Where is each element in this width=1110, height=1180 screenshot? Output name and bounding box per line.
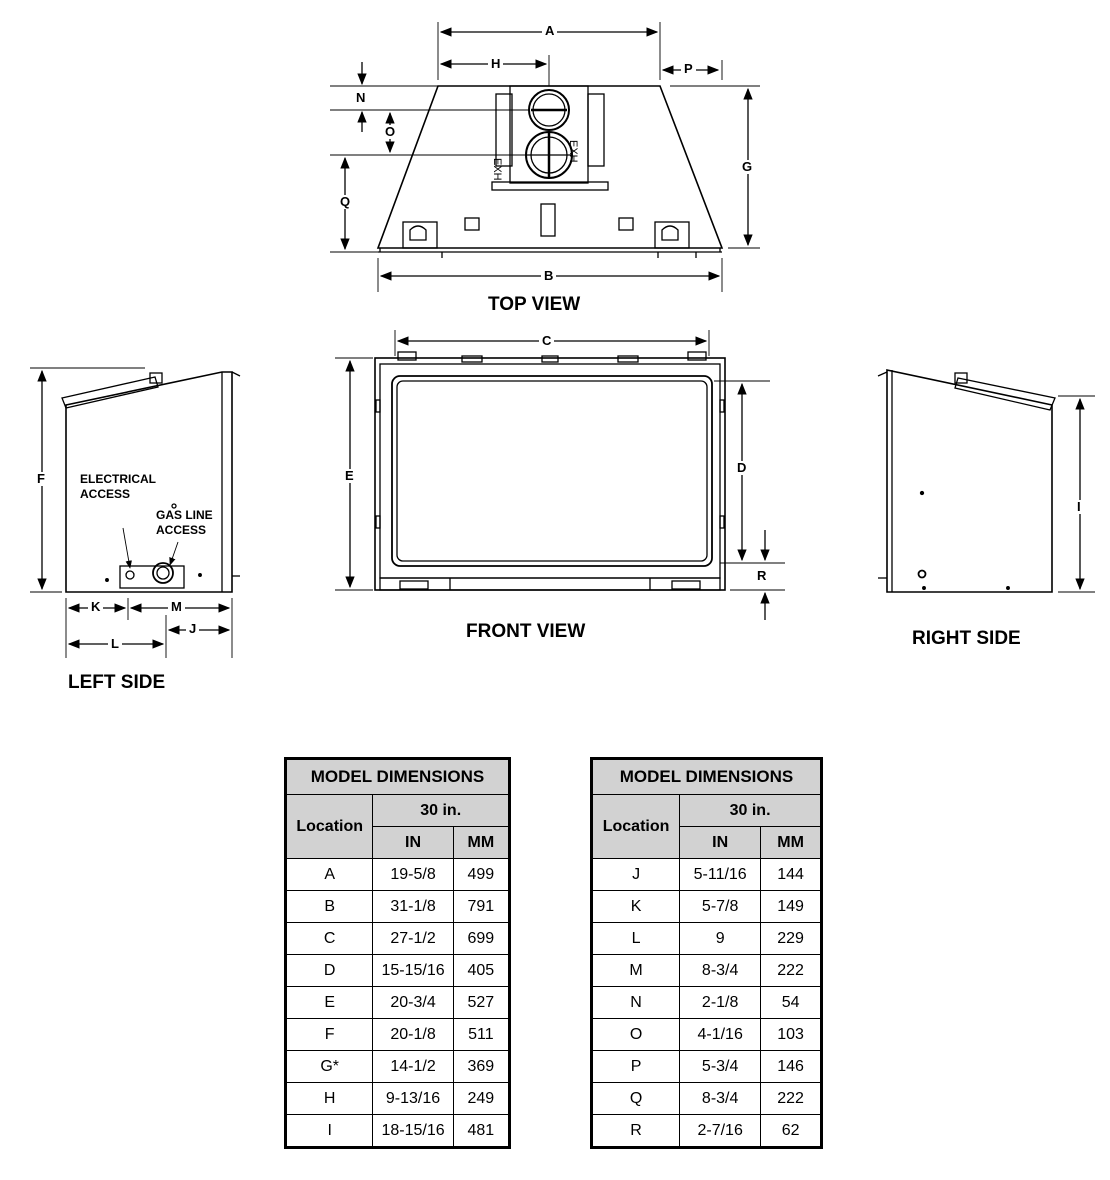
mm-cell: 146	[761, 1051, 822, 1083]
location-cell: C	[286, 923, 373, 955]
dim-label-f: F	[34, 472, 48, 486]
mm-cell: 511	[453, 1019, 509, 1051]
mm-cell: 54	[761, 987, 822, 1019]
model-dimensions-table-1	[284, 757, 511, 1149]
dim-label-j: J	[186, 622, 199, 636]
inches-cell: 5-11/16	[680, 859, 761, 891]
table-row	[286, 955, 510, 987]
table-row	[592, 1083, 822, 1115]
mm-header: MM	[453, 827, 509, 859]
mm-header: MM	[761, 827, 822, 859]
mm-cell: 103	[761, 1019, 822, 1051]
inches-cell: 20-1/8	[373, 1019, 453, 1051]
dim-label-a: A	[542, 24, 557, 38]
exh-label-left: EXH	[491, 158, 503, 181]
dim-label-r: R	[754, 569, 769, 583]
location-cell: G*	[286, 1051, 373, 1083]
dim-label-o: O	[382, 125, 398, 139]
gas-line-access-note: GAS LINE ACCESS	[156, 508, 213, 537]
dim-label-n: N	[353, 91, 368, 105]
table-title: MODEL DIMENSIONS	[286, 759, 510, 795]
location-cell: N	[592, 987, 680, 1019]
table-row	[286, 891, 510, 923]
front-view-outline	[375, 352, 725, 590]
table-row	[286, 1115, 510, 1148]
inches-cell: 8-3/4	[680, 955, 761, 987]
mm-cell: 481	[453, 1115, 509, 1148]
size-group-header: 30 in.	[373, 795, 510, 827]
inches-cell: 2-7/16	[680, 1115, 761, 1148]
mm-cell: 405	[453, 955, 509, 987]
front-view-dimensions	[335, 330, 785, 620]
table-row	[592, 923, 822, 955]
location-header: Location	[286, 795, 373, 859]
inches-cell: 2-1/8	[680, 987, 761, 1019]
top-view-outline	[378, 86, 722, 258]
mm-cell: 699	[453, 923, 509, 955]
location-cell: H	[286, 1083, 373, 1115]
mm-cell: 222	[761, 1083, 822, 1115]
table-row	[592, 1115, 822, 1148]
front-view-title: FRONT VIEW	[466, 621, 586, 642]
in-header: IN	[680, 827, 761, 859]
table-row	[592, 1051, 822, 1083]
table-row	[286, 987, 510, 1019]
inches-cell: 4-1/16	[680, 1019, 761, 1051]
table-row	[286, 1051, 510, 1083]
location-cell: M	[592, 955, 680, 987]
electrical-access-note: ELECTRICAL ACCESS	[80, 472, 156, 501]
dim-label-p: P	[681, 62, 696, 76]
table-row	[592, 891, 822, 923]
mm-cell: 62	[761, 1115, 822, 1148]
location-cell: D	[286, 955, 373, 987]
dim-label-q: Q	[337, 195, 353, 209]
inches-cell: 9-13/16	[373, 1083, 453, 1115]
right-side-dimensions	[1058, 396, 1095, 592]
location-cell: R	[592, 1115, 680, 1148]
location-cell: P	[592, 1051, 680, 1083]
inches-cell: 5-3/4	[680, 1051, 761, 1083]
inches-cell: 5-7/8	[680, 891, 761, 923]
inches-cell: 8-3/4	[680, 1083, 761, 1115]
table-row	[286, 1019, 510, 1051]
inches-cell: 19-5/8	[373, 859, 453, 891]
dim-label-l: L	[108, 637, 122, 651]
location-cell: O	[592, 1019, 680, 1051]
inches-cell: 20-3/4	[373, 987, 453, 1019]
dim-label-g: G	[739, 160, 755, 174]
dim-label-m: M	[168, 600, 185, 614]
table-row	[286, 923, 510, 955]
table-row	[592, 987, 822, 1019]
location-header: Location	[592, 795, 680, 859]
location-cell: F	[286, 1019, 373, 1051]
location-cell: K	[592, 891, 680, 923]
table-title: MODEL DIMENSIONS	[592, 759, 822, 795]
mm-cell: 222	[761, 955, 822, 987]
top-view-title: TOP VIEW	[488, 294, 581, 315]
dim-label-d: D	[734, 461, 749, 475]
size-group-header: 30 in.	[680, 795, 822, 827]
dim-label-i: I	[1074, 500, 1084, 514]
left-side-title: LEFT SIDE	[68, 672, 166, 693]
table-row	[592, 1019, 822, 1051]
exh-label-right: EXH	[567, 140, 579, 163]
mm-cell: 229	[761, 923, 822, 955]
inches-cell: 27-1/2	[373, 923, 453, 955]
right-side-title: RIGHT SIDE	[912, 628, 1021, 649]
mm-cell: 527	[453, 987, 509, 1019]
location-cell: B	[286, 891, 373, 923]
table-row	[592, 859, 822, 891]
location-cell: J	[592, 859, 680, 891]
mm-cell: 144	[761, 859, 822, 891]
dim-label-e: E	[342, 469, 357, 483]
location-cell: E	[286, 987, 373, 1019]
dim-label-c: C	[539, 334, 554, 348]
table-row	[286, 1083, 510, 1115]
right-side-outline	[878, 370, 1055, 592]
dim-label-k: K	[88, 600, 103, 614]
mm-cell: 499	[453, 859, 509, 891]
mm-cell: 149	[761, 891, 822, 923]
table-row	[592, 955, 822, 987]
location-cell: Q	[592, 1083, 680, 1115]
dim-label-b: B	[541, 269, 556, 283]
in-header: IN	[373, 827, 453, 859]
location-cell: I	[286, 1115, 373, 1148]
inches-cell: 18-15/16	[373, 1115, 453, 1148]
mm-cell: 369	[453, 1051, 509, 1083]
inches-cell: 31-1/8	[373, 891, 453, 923]
model-dimensions-table-2	[590, 757, 823, 1149]
dim-label-h: H	[488, 57, 503, 71]
inches-cell: 14-1/2	[373, 1051, 453, 1083]
table-row	[286, 859, 510, 891]
inches-cell: 15-15/16	[373, 955, 453, 987]
mm-cell: 791	[453, 891, 509, 923]
mm-cell: 249	[453, 1083, 509, 1115]
inches-cell: 9	[680, 923, 761, 955]
location-cell: A	[286, 859, 373, 891]
location-cell: L	[592, 923, 680, 955]
